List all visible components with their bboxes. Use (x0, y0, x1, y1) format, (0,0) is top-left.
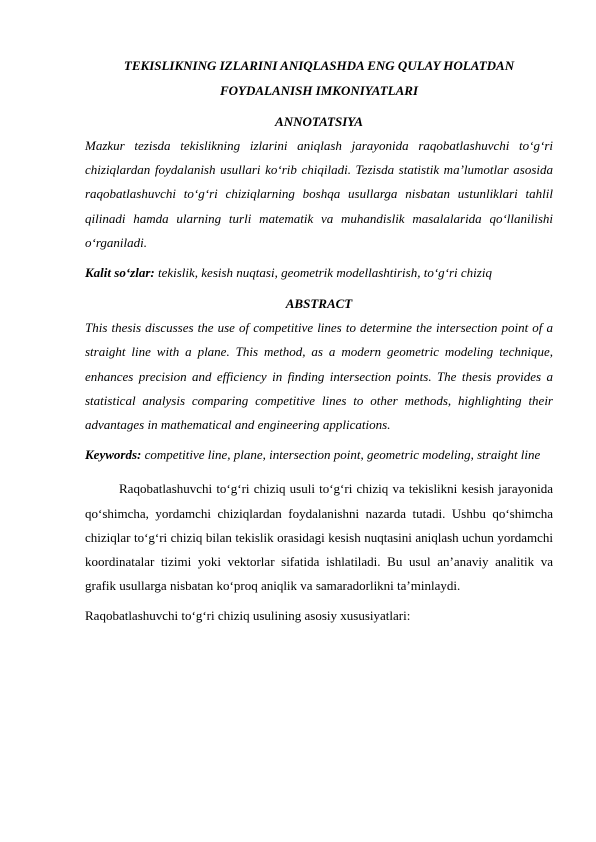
body-paragraph-1: Raqobatlashuvchi to‘g‘ri chiziq usuli to‘g‘ri chiziq va tekislikni kesish jarayonida qo‘shimcha, yordamchi chiziqlardan foydalanishni nazarda tutadi. Ushbu qo‘shimcha chiziqlar to‘g‘ri chiziq bilan tekislik orasidagi kesish nuqtasini aniqlash uchun yordamchi koordinatalar tizimi yoki vektorlar sifatida ishlatiladi. Bu usul an’anaviy analitik va grafik usullarga nisbatan ko‘proq aniqlik va samaradorlikni ta’minlaydi. (85, 481, 553, 594)
annotation-keywords-label: Kalit so‘zlar: (85, 265, 155, 281)
annotation-keywords-text: tekislik, kesish nuqtasi, geometrik modellashtirish, to‘g‘ri chiziq (154, 265, 492, 281)
annotation-keywords (85, 261, 553, 285)
paper-title (85, 53, 553, 103)
annotation-heading: ANNOTATSIYA (275, 114, 363, 129)
abstract-keywords-label: Keywords: (85, 447, 142, 463)
document-page (85, 53, 553, 629)
paper-title-line2: FOYDALANISH IMKONIYATLARI (219, 83, 419, 98)
body-paragraph-2: Raqobatlashuvchi to‘g‘ri chiziq usulining asosiy xususiyatlari: (85, 608, 411, 624)
abstract-keywords-text: competitive line, plane, intersection point, geometric modeling, straight line (141, 447, 541, 463)
annotation-text: Mazkur tezisda tekislikning izlarini aniqlash jarayonida raqobatlashuvchi to‘g‘ri chiziqlardan foydalanish usullari ko‘rib chiqiladi. Tezisda statistik ma’lumotlar asosida raqobatlashuvchi to‘g‘ri chiziqlarning boshqa usullarga nisbatan ustunliklari tahlil qilinadi hamda ularning turli matematik va muhandislik masalalarida qo‘llanilishi o‘rganiladi. (85, 138, 553, 250)
paper-title-line1: TEKISLIKNING IZLARINI ANIQLASHDA ENG QULAY HOLATDAN (123, 58, 515, 73)
abstract-text: This thesis discusses the use of competitive lines to determine the intersection point of a straight line with a plane. This method, as a modern geometric modeling technique, enhances precision and efficiency in finding intersection points. The thesis provides a statistical analysis comparing competitive lines to other methods, highlighting their advantages in mathematical and engineering applications. (85, 320, 553, 433)
abstract-keywords (85, 443, 553, 467)
abstract-heading: ABSTRACT (285, 296, 353, 312)
